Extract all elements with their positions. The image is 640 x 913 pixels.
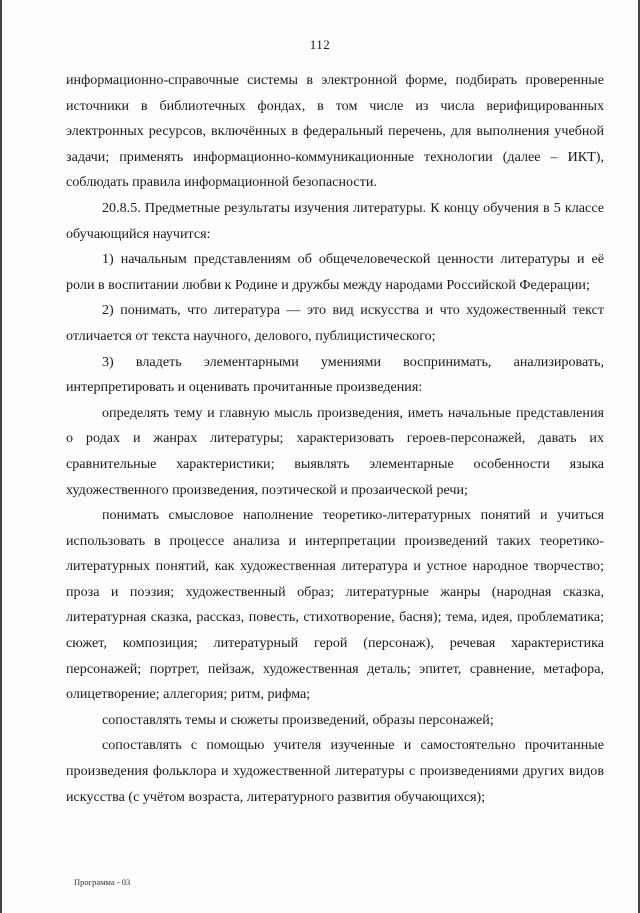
paragraph-understand-concepts: понимать смысловое наполнение теоретико-литературных понятий и учиться использовать в процессе анализа и интерпретации произведений таких теоретико-литературных понятий, как художественная литература и устное народное творчество; проза и поэзия; художественный образ; литературные жанры (народная сказка, литературная сказка, рассказ, повесть, стихотворение, басня); тема, идея, проблематика; сюжет, композиция; литературный герой (персонаж), речевая характеристика персонажей; портрет, пейзаж, художественная деталь; эпитет, сравнение, метафора, олицетворение; аллегория; ритм, рифма;	[66, 507, 604, 703]
paragraph-item-3: 3) владеть элементарными умениями воспринимать, анализировать, интерпретировать и оценивать прочитанные произведения:	[66, 353, 604, 396]
paragraph-define-theme: определять тему и главную мысль произведения, иметь начальные представления о родах и жанрах литературы; характеризовать героев-персонажей, давать их сравнительные характеристики; выявлять элементарные особенности языка художественного произведения, поэтической и прозаической речи;	[66, 404, 604, 498]
page-footer: Программа - 03	[74, 877, 131, 887]
page-number: 112	[309, 37, 331, 52]
paragraph-item-1: 1) начальным представлениям об общечеловеческой ценности литературы и её роли в воспитании любви к Родине и дружбы между народами Российской Федерации;	[66, 251, 604, 293]
paragraph-compare-works: сопоставлять с помощью учителя изученные и самостоятельно прочитанные произведения фольклора и художественной литературы с произведениями других видов искусства (с учётом возраста, литературного развития обучающихся);	[66, 737, 604, 805]
scan-edge-left	[0, 0, 2, 913]
paragraph-continuation: информационно-справочные системы в электронной форме, подбирать проверенные источники в библиотечных фондах, в том числе из числа верифицированных электронных ресурсов, включённых в федеральный перечень, для выполнения учебной задачи; применять информационно-коммуникационные технологии (далее – ИКТ), соблюдать правила информационной безопасности.	[66, 72, 604, 191]
paragraph-item-2: 2) понимать, что литература — это вид искусства и что художественный текст отличается от текста научного, делового, публицистического;	[66, 302, 604, 344]
paragraph-compare-themes: сопоставлять темы и сюжеты произведений, образы персонажей;	[102, 711, 494, 728]
paragraph-section-heading: 20.8.5. Предметные результаты изучения литературы. К концу обучения в 5 классе обучающийся научится:	[66, 199, 604, 242]
document-body	[66, 68, 604, 810]
